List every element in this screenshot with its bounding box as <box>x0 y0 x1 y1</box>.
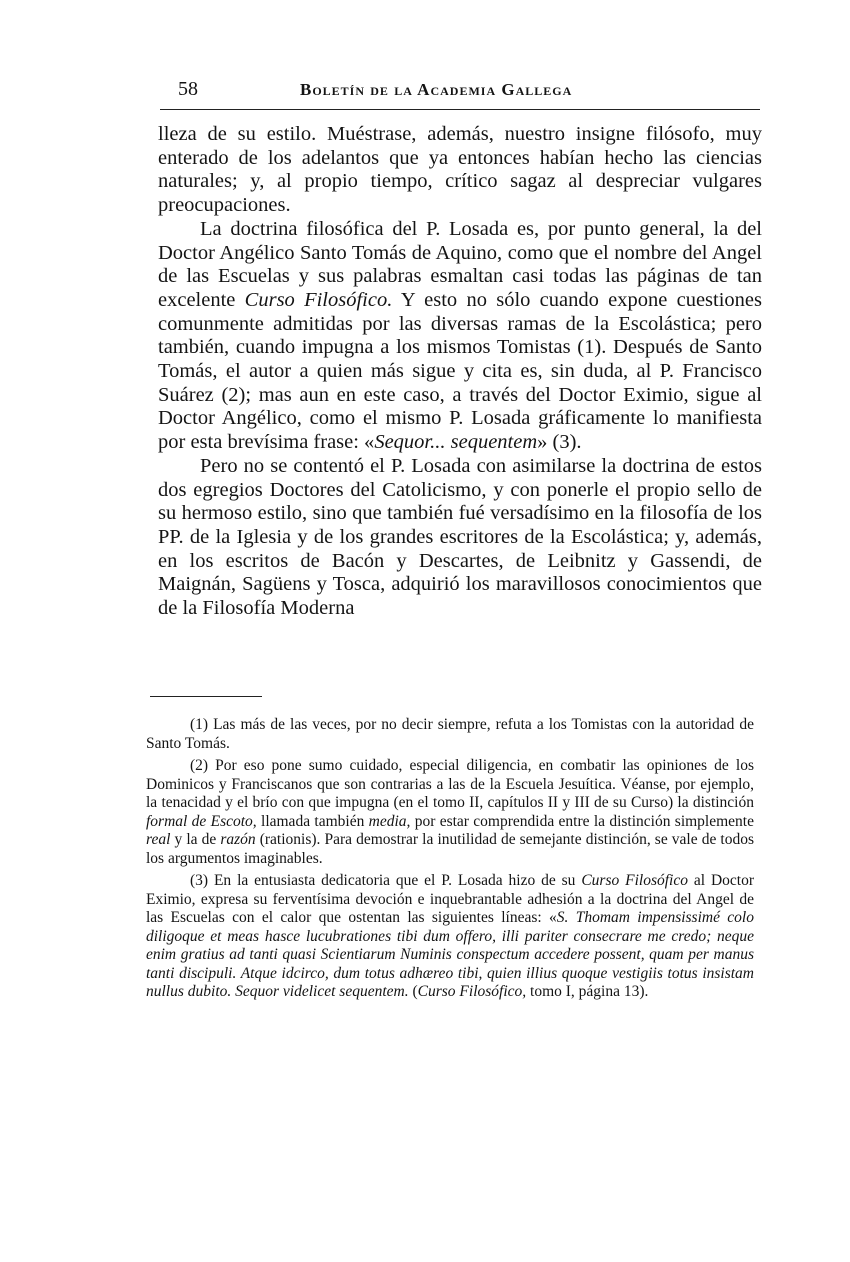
latin-dedication: S. Thomam impensissimé colo diligoque et meas hasce lucubrationes tibi dum offero, illi pariter consecrare me credo; neque enim gratius ad tanti quasi Scientiarum Numinis conspectum accedere possent, quam per manus tanti discipuli. Atque idcirco, dum totus adhæreo tibi, quien illius quoque vestigiis totus insistam nullus dubito. Sequor videlicet sequentem. <box>146 909 754 1000</box>
footnotes <box>146 716 754 1006</box>
footnote-1: (1) Las más de las veces, por no decir siempre, refuta a los Tomistas con la autoridad de Santo Tomás. <box>146 716 754 752</box>
page-number: 58 <box>178 78 198 100</box>
page-header <box>160 78 760 108</box>
header-rule <box>160 109 760 110</box>
paragraph-1: lleza de su estilo. Muéstrase, además, nuestro insigne filósofo, muy enterado de los adelantos que ya entonces habían hecho las ciencias naturales; y, al propio tiempo, crítico sagaz al despreciar vulgares preocupaciones. <box>158 123 762 217</box>
book-title-italic: Curso Filosófico. <box>244 288 393 311</box>
footnote-3: (3) En la entusiasta dedicatoria que el P. Losada hizo de su Curso Filosófico al Doctor Eximio, expresa su ferventísima devoción e inquebrantable adhesión a la doctrina del Angel de las Escuelas con el calor que ostentan las siguientes líneas: «S. Thomam impensissimé colo diligoque et meas hasce lucubrationes tibi dum offero, illi pariter consecrare me credo; neque enim gratius ad tanti quasi Scientiarum Numinis conspectum accedere possent, quam per manus tanti discipuli. Atque idcirco, dum totus adhæreo tibi, quien illius quoque vestigiis totus insistam nullus dubito. Sequor videlicet sequentem. (Curso Filosófico, tomo I, página 13). <box>146 872 754 1000</box>
footnote-rule <box>150 696 262 697</box>
paragraph-3: Pero no se contentó el P. Losada con asimilarse la doctrina de estos dos egregios Doctores del Catolicismo, y con ponerle el propio sello de su hermoso estilo, sino que también fué versadísimo en la filosofía de los PP. de la Iglesia y de los grandes escritores de la Escolástica; y, además, en los escritos de Bacón y Descartes, de Leibnitz y Gassendi, de Maignán, Sagüens y Tosca, adquirió los maravillosos conocimientos que de la Filosofía Moderna <box>158 454 762 620</box>
latin-quote: Sequor... sequentem <box>374 431 538 454</box>
running-title: Boletín de la Academia Gallega <box>300 80 573 99</box>
paragraph-2: La doctrina filosófica del P. Losada es, por punto general, la del Doctor Angélico Santo Tomás de Aquino, como que el nombre del Angel de las Escuelas y sus palabras esmaltan casi todas las páginas de tan excelente Curso Filosófico. Y esto no sólo cuando expone cuestiones comunmente admitidas por las diversas ramas de la Escolástica; pero también, cuando impugna a los mismos Tomistas (1). Después de Santo Tomás, el autor a quien más sigue y cita es, sin duda, al P. Francisco Suárez (2); mas aun en este caso, a través del Doctor Eximio, sigue al Doctor Angélico, como el mismo P. Losada gráficamente lo manifiesta por esta brevísima frase: «Sequor... sequentem» (3). <box>158 217 762 454</box>
footnote-2: (2) Por eso pone sumo cuidado, especial diligencia, en combatir las opiniones de los Dominicos y Franciscanos que son contrarias a las de la Escuela Jesuítica. Véanse, por ejemplo, la tenacidad y el brío con que impugna (en el tomo II, capítulos II y III de su Curso) la distinción formal de Escoto, llamada también media, por estar comprendida entre la distinción simplemente real y la de razón (rationis). Para demostrar la inutilidad de semejante distinción, se vale de todos los argumentos imaginables. <box>146 757 754 867</box>
main-text <box>158 123 762 621</box>
